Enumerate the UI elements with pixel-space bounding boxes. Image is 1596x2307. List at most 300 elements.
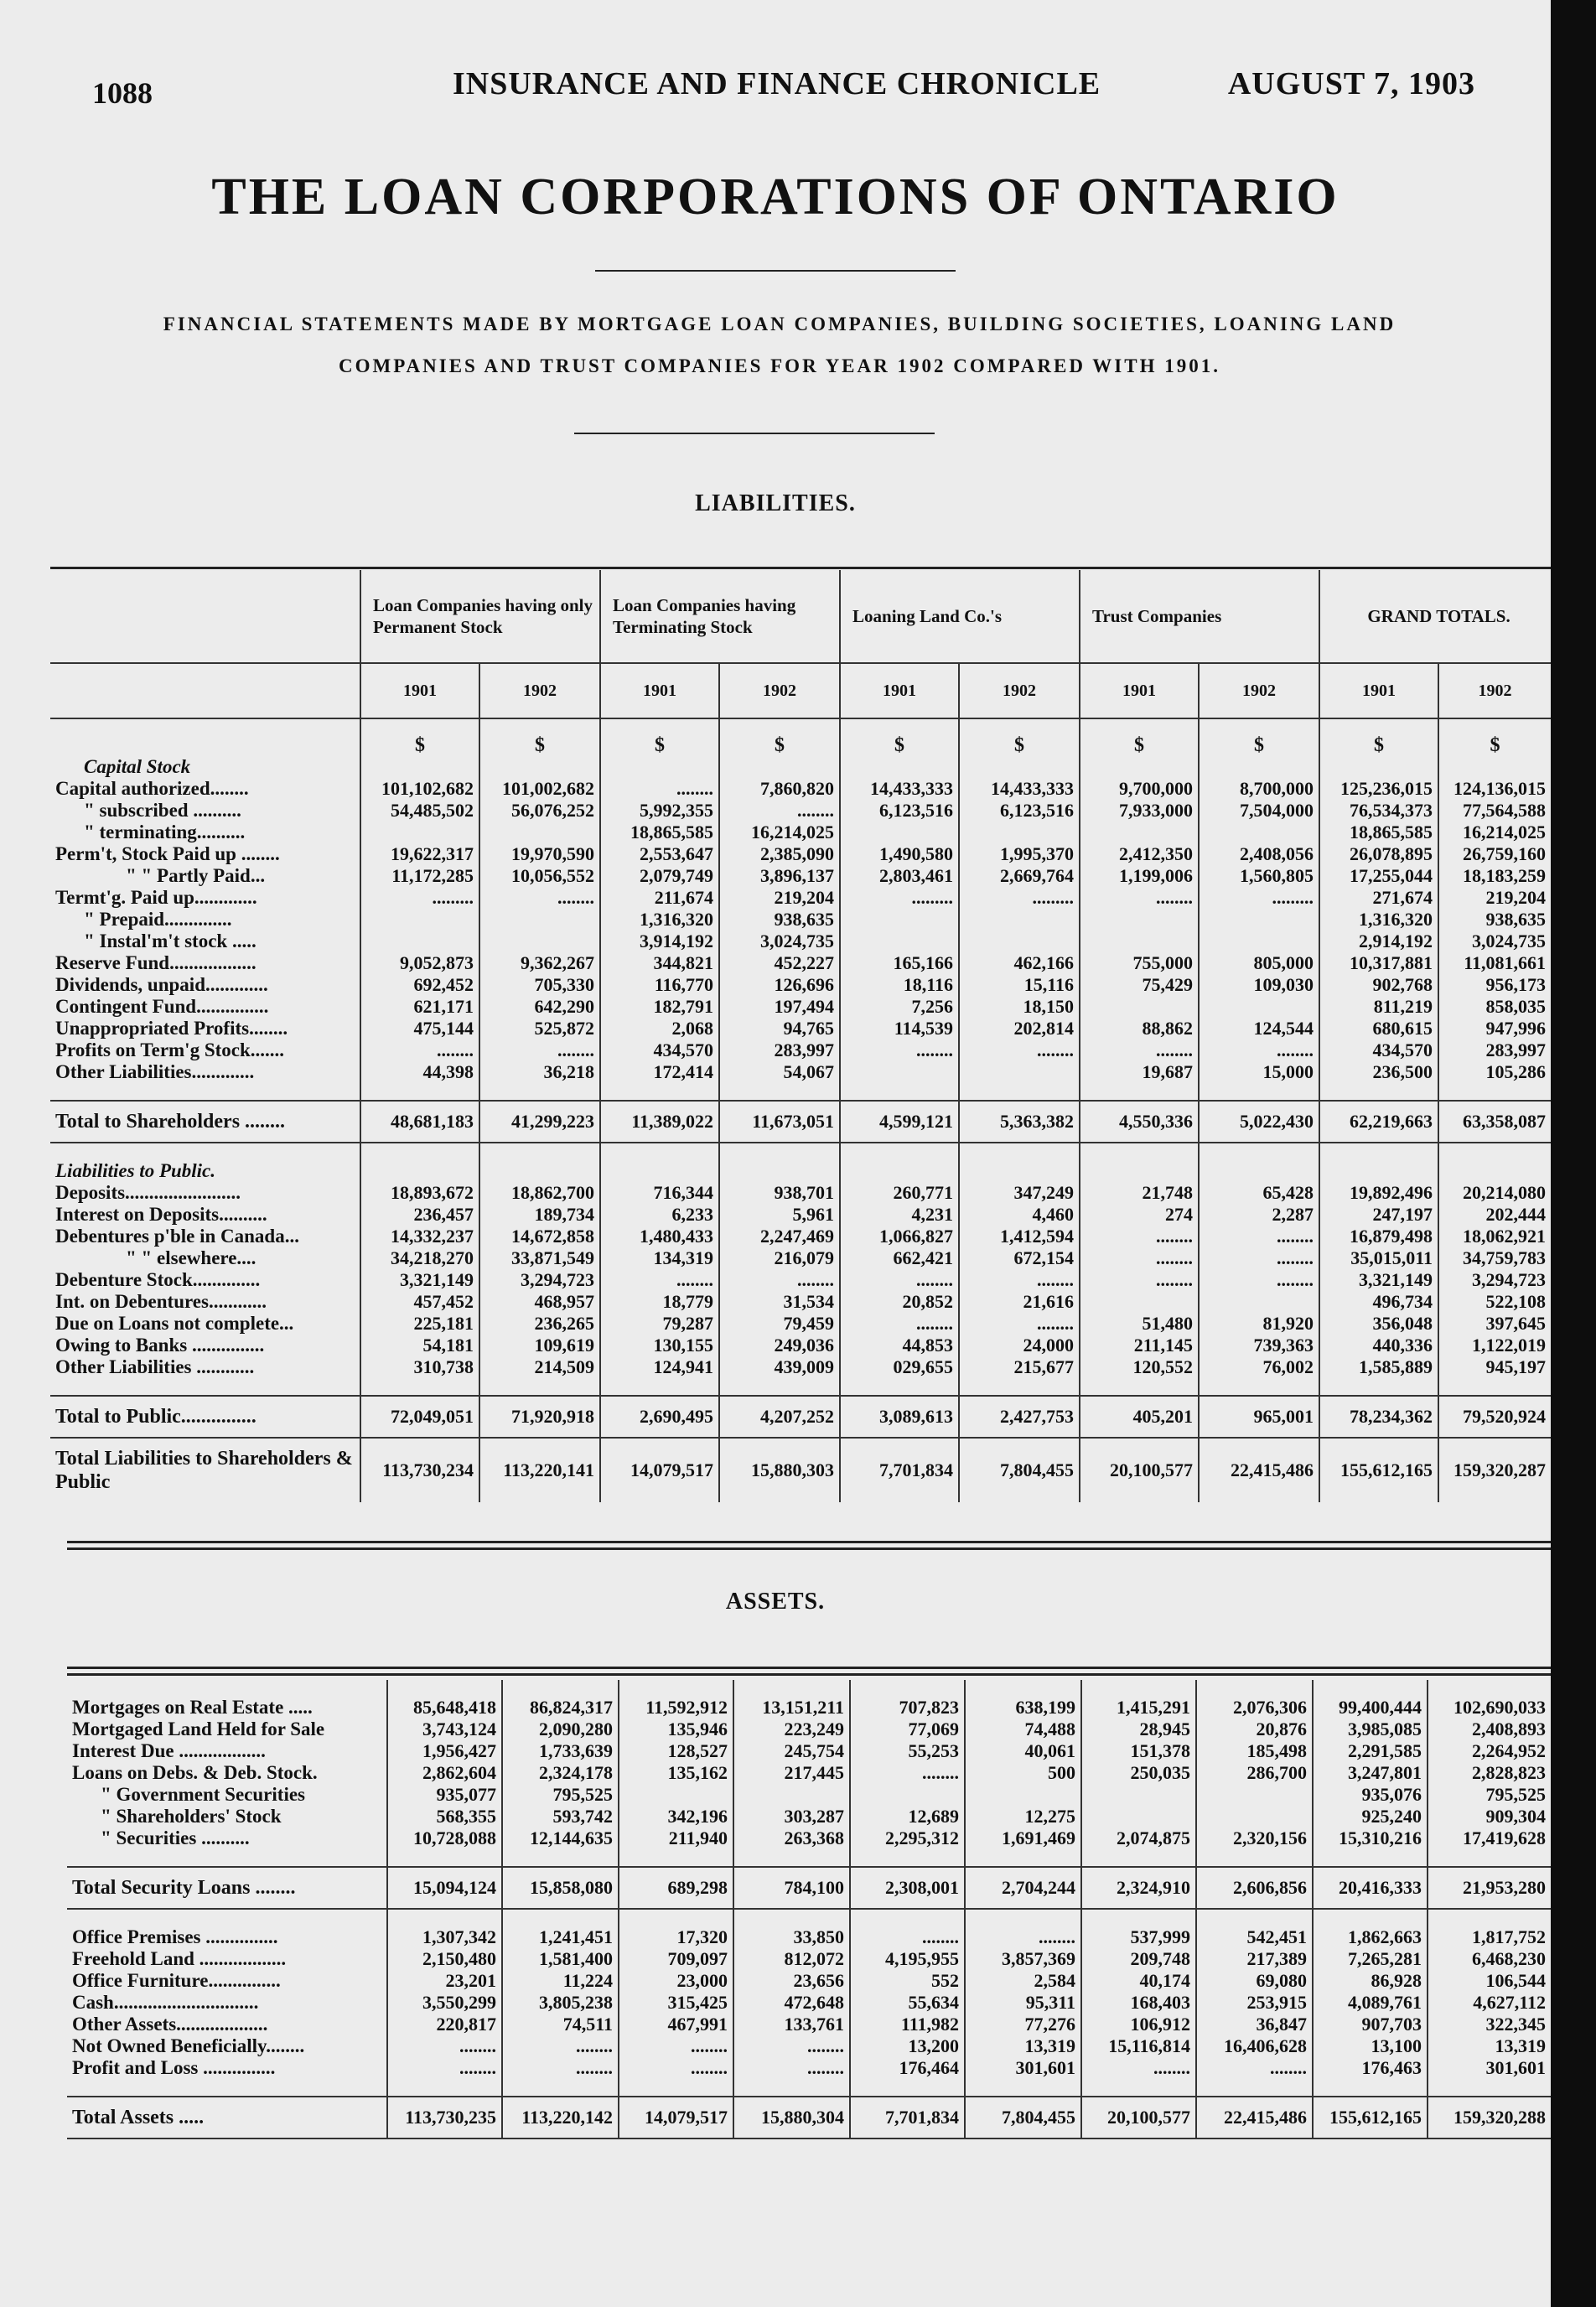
table-cell: 3,089,613 — [840, 1396, 959, 1438]
table-cell — [1080, 996, 1199, 1018]
table-cell — [360, 756, 479, 778]
table-cell: 105,286 — [1438, 1061, 1551, 1083]
table-cell: 5,363,382 — [959, 1101, 1080, 1143]
table-cell: ......... — [959, 887, 1080, 909]
table-cell: 33,850 — [733, 1926, 850, 1948]
row-label: Capital Stock — [84, 756, 191, 777]
dollar-sign: $ — [360, 718, 479, 756]
table-cell: 7,256 — [840, 996, 959, 1018]
table-row — [67, 1992, 1551, 2014]
table-cell — [360, 909, 479, 931]
grand-total-row — [50, 1438, 1551, 1502]
table-cell: 2,264,952 — [1428, 1740, 1551, 1762]
table-cell: 1,241,451 — [502, 1926, 619, 1948]
table-cell: 568,355 — [387, 1806, 502, 1827]
table-cell: 159,320,287 — [1438, 1438, 1551, 1502]
dollar-sign: $ — [600, 718, 719, 756]
table-cell: 938,635 — [1438, 909, 1551, 931]
table-cell: ......... — [1199, 887, 1319, 909]
table-cell — [959, 822, 1080, 843]
table-cell: 7,804,455 — [959, 1438, 1080, 1502]
spacer-row — [67, 2079, 1551, 2097]
table-cell: 165,166 — [840, 952, 959, 974]
empty-cell — [959, 1083, 1080, 1101]
table-cell: 805,000 — [1199, 952, 1319, 974]
table-cell — [1319, 1160, 1438, 1182]
table-cell: 310,738 — [360, 1356, 479, 1378]
table-cell: 286,700 — [1196, 1762, 1313, 1784]
table-cell: 709,097 — [619, 1948, 733, 1970]
table-row — [67, 2035, 1551, 2057]
table-cell: 945,197 — [1438, 1356, 1551, 1378]
table-cell: 705,330 — [479, 974, 600, 996]
table-row — [50, 865, 1551, 887]
table-cell: ........ — [959, 1039, 1080, 1061]
row-label: Total Security Loans ........ — [67, 1867, 387, 1909]
table-cell: 739,363 — [1199, 1335, 1319, 1356]
row-label: Total to Public............... — [50, 1396, 360, 1438]
table-cell: 15,116,814 — [1081, 2035, 1196, 2057]
table-cell: 2,074,875 — [1081, 1827, 1196, 1849]
table-cell: 55,634 — [850, 1992, 965, 2014]
table-cell: 15,880,303 — [719, 1438, 840, 1502]
table-cell: 72,049,051 — [360, 1396, 479, 1438]
divider — [595, 270, 956, 272]
table-row — [50, 1182, 1551, 1204]
table-cell: 029,655 — [840, 1356, 959, 1378]
table-cell: 109,030 — [1199, 974, 1319, 996]
table-cell: 938,701 — [719, 1182, 840, 1204]
table-row — [67, 2057, 1551, 2079]
empty-cell — [1199, 1143, 1319, 1160]
dollar-sign: $ — [479, 718, 600, 756]
table-cell: 2,803,461 — [840, 865, 959, 887]
table-cell: ........ — [1199, 1269, 1319, 1291]
table-cell: 95,311 — [965, 1992, 1081, 2014]
year-header: 1902 — [1438, 663, 1551, 718]
row-label: Mortgaged Land Held for Sale — [72, 1719, 325, 1739]
empty-cell — [50, 1378, 360, 1396]
table-cell: 14,433,333 — [959, 778, 1080, 800]
table-cell: 2,862,604 — [387, 1762, 502, 1784]
empty-cell — [360, 1378, 479, 1396]
empty-cell — [965, 2079, 1081, 2097]
row-label: Interest on Deposits.......... — [55, 1204, 267, 1225]
issue-date: AUGUST 7, 1903 — [1227, 66, 1475, 101]
empty-cell — [1080, 1143, 1199, 1160]
table-cell — [1080, 909, 1199, 931]
row-label: Reserve Fund.................. — [55, 952, 256, 973]
table-cell — [1080, 756, 1199, 778]
table-cell: ........ — [1199, 1226, 1319, 1247]
table-cell: 7,701,834 — [850, 2097, 965, 2139]
table-cell: 3,896,137 — [719, 865, 840, 887]
table-cell: 217,389 — [1196, 1948, 1313, 1970]
table-cell: 2,828,823 — [1428, 1762, 1551, 1784]
table-cell: 249,036 — [719, 1335, 840, 1356]
table-cell: 220,817 — [387, 2014, 502, 2035]
table-cell: 440,336 — [1319, 1335, 1438, 1356]
table-row — [50, 1335, 1551, 1356]
table-cell: 214,509 — [479, 1356, 600, 1378]
table-cell: 322,345 — [1428, 2014, 1551, 2035]
table-cell: 113,220,141 — [479, 1438, 600, 1502]
table-cell: 1,122,019 — [1438, 1335, 1551, 1356]
empty-cell — [1313, 1849, 1428, 1867]
table-cell: 525,872 — [479, 1018, 600, 1039]
table-cell: 1,585,889 — [1319, 1356, 1438, 1378]
table-cell: 11,592,912 — [619, 1697, 733, 1719]
table-cell: 62,219,663 — [1319, 1101, 1438, 1143]
table-cell: 1,995,370 — [959, 843, 1080, 865]
table-cell: 21,616 — [959, 1291, 1080, 1313]
table-cell: 236,265 — [479, 1313, 600, 1335]
row-label: Total to Shareholders ........ — [50, 1101, 360, 1143]
table-cell — [733, 1784, 850, 1806]
empty-cell — [619, 1680, 733, 1697]
empty-cell — [1081, 1680, 1196, 1697]
empty-cell — [479, 1083, 600, 1101]
table-cell: 925,240 — [1313, 1806, 1428, 1827]
table-cell: 13,151,211 — [733, 1697, 850, 1719]
table-cell: 7,804,455 — [965, 2097, 1081, 2139]
table-cell — [360, 822, 479, 843]
table-cell: ........ — [959, 1313, 1080, 1335]
empty-cell — [67, 1849, 387, 1867]
table-cell: 13,319 — [965, 2035, 1081, 2057]
table-cell: 642,290 — [479, 996, 600, 1018]
empty-cell — [502, 1680, 619, 1697]
table-cell: 19,892,496 — [1319, 1182, 1438, 1204]
table-cell: 33,871,549 — [479, 1247, 600, 1269]
table-cell: 3,914,192 — [600, 931, 719, 952]
table-cell: ........ — [387, 2057, 502, 2079]
table-cell: 2,553,647 — [600, 843, 719, 865]
table-cell: 2,408,056 — [1199, 843, 1319, 865]
table-cell: 1,066,827 — [840, 1226, 959, 1247]
total-row — [67, 1867, 1551, 1909]
empty-cell — [1313, 1680, 1428, 1697]
empty-cell — [840, 1083, 959, 1101]
table-cell: 15,094,124 — [387, 1867, 502, 1909]
table-cell: 74,488 — [965, 1719, 1081, 1740]
table-cell: 6,123,516 — [840, 800, 959, 822]
table-row — [50, 822, 1551, 843]
table-cell: 11,389,022 — [600, 1101, 719, 1143]
table-cell: 638,199 — [965, 1697, 1081, 1719]
table-cell: 902,768 — [1319, 974, 1438, 996]
row-label: Liabilities to Public. — [55, 1160, 216, 1181]
table-cell: 16,214,025 — [719, 822, 840, 843]
table-cell: 76,002 — [1199, 1356, 1319, 1378]
empty-cell — [1081, 1849, 1196, 1867]
spacer-row — [50, 1083, 1551, 1101]
subtitle-line-1: FINANCIAL STATEMENTS MADE BY MORTGAGE LOAN COMPANIES, BUILDING SOCIETIES, LOANING LAND — [163, 314, 1396, 334]
table-cell: 811,219 — [1319, 996, 1438, 1018]
table-cell — [619, 1784, 733, 1806]
empty-cell — [733, 2079, 850, 2097]
table-cell: 113,220,142 — [502, 2097, 619, 2139]
table-cell: 15,000 — [1199, 1061, 1319, 1083]
table-cell: 907,703 — [1313, 2014, 1428, 2035]
table-cell: 7,504,000 — [1199, 800, 1319, 822]
row-label: Due on Loans not complete... — [55, 1313, 294, 1334]
spacer-row — [67, 1909, 1551, 1926]
table-cell: 172,414 — [600, 1061, 719, 1083]
table-cell — [1196, 1806, 1313, 1827]
table-cell: 2,287 — [1199, 1204, 1319, 1226]
subtitle-line-2: COMPANIES AND TRUST COMPANIES FOR YEAR 1902 COMPARED WITH 1901. — [339, 355, 1220, 376]
table-cell: ......... — [840, 887, 959, 909]
table-cell: 468,957 — [479, 1291, 600, 1313]
table-cell: 17,419,628 — [1428, 1827, 1551, 1849]
table-cell: 692,452 — [360, 974, 479, 996]
table-cell: 36,218 — [479, 1061, 600, 1083]
table-cell — [850, 1784, 965, 1806]
empty-cell — [387, 1909, 502, 1926]
table-cell: 15,858,080 — [502, 1867, 619, 1909]
section-rule — [67, 1673, 1551, 1676]
group-header: GRAND TOTALS. — [1319, 570, 1551, 663]
empty-cell — [50, 718, 360, 756]
table-cell: 672,154 — [959, 1247, 1080, 1269]
table-cell — [1199, 909, 1319, 931]
row-label: Total Assets ..... — [67, 2097, 387, 2139]
table-cell: 44,398 — [360, 1061, 479, 1083]
total-row — [50, 1101, 1551, 1143]
table-cell: 2,068 — [600, 1018, 719, 1039]
dollar-sign: $ — [840, 718, 959, 756]
table-cell: 6,468,230 — [1428, 1948, 1551, 1970]
empty-cell — [387, 1849, 502, 1867]
table-cell: 88,862 — [1080, 1018, 1199, 1039]
table-row — [50, 1291, 1551, 1313]
table-cell: 2,408,893 — [1428, 1719, 1551, 1740]
dollar-sign: $ — [719, 718, 840, 756]
dollar-sign: $ — [959, 718, 1080, 756]
table-cell: ........ — [1080, 1247, 1199, 1269]
table-cell: 16,879,498 — [1319, 1226, 1438, 1247]
empty-cell — [1319, 1143, 1438, 1160]
table-cell: 79,287 — [600, 1313, 719, 1335]
table-cell: 3,743,124 — [387, 1719, 502, 1740]
table-cell: 3,024,735 — [1438, 931, 1551, 952]
row-label: Office Furniture............... — [72, 1970, 281, 1991]
table-row — [50, 1247, 1551, 1269]
table-cell: ........ — [965, 1926, 1081, 1948]
table-cell: 34,759,783 — [1438, 1247, 1551, 1269]
table-cell: 283,997 — [719, 1039, 840, 1061]
table-cell: 217,445 — [733, 1762, 850, 1784]
row-label: Cash.............................. — [72, 1992, 259, 2013]
empty-cell — [1196, 1849, 1313, 1867]
table-cell — [1080, 1291, 1199, 1313]
row-label: Perm't, Stock Paid up ........ — [55, 843, 280, 864]
empty-cell — [502, 2079, 619, 2097]
table-cell — [959, 1061, 1080, 1083]
empty-cell — [67, 2079, 387, 2097]
table-cell: 909,304 — [1428, 1806, 1551, 1827]
table-row — [67, 1827, 1551, 1849]
empty-cell — [1196, 1680, 1313, 1697]
row-label: Other Liabilities............. — [55, 1061, 255, 1082]
group-header: Loan Companies having only Permanent Stock — [360, 570, 600, 663]
table-cell: 689,298 — [619, 1867, 733, 1909]
table-row — [67, 2014, 1551, 2035]
table-cell — [1199, 931, 1319, 952]
table-cell: 76,534,373 — [1319, 800, 1438, 822]
table-cell — [840, 909, 959, 931]
spacer-row — [50, 1143, 1551, 1160]
table-cell: ........ — [850, 1762, 965, 1784]
liabilities-heading: LIABILITIES. — [695, 490, 856, 516]
table-cell: 15,116 — [959, 974, 1080, 996]
table-cell: 621,171 — [360, 996, 479, 1018]
table-row — [67, 1697, 1551, 1719]
table-cell: ........ — [360, 1039, 479, 1061]
empty-cell — [959, 1143, 1080, 1160]
table-cell — [965, 1784, 1081, 1806]
table-cell: 15,880,304 — [733, 2097, 850, 2139]
table-cell: 283,997 — [1438, 1039, 1551, 1061]
table-cell: ........ — [1080, 1039, 1199, 1061]
table-cell: 22,415,486 — [1199, 1438, 1319, 1502]
table-cell: 2,669,764 — [959, 865, 1080, 887]
row-label: Loans on Debs. & Deb. Stock. — [72, 1762, 318, 1783]
table-cell — [1199, 756, 1319, 778]
table-cell: 405,201 — [1080, 1396, 1199, 1438]
empty-cell — [387, 2079, 502, 2097]
table-cell: 5,992,355 — [600, 800, 719, 822]
empty-cell — [840, 1143, 959, 1160]
table-cell: 3,294,723 — [479, 1269, 600, 1291]
empty-cell — [850, 1849, 965, 1867]
table-cell: 20,852 — [840, 1291, 959, 1313]
table-cell: 1,862,663 — [1313, 1926, 1428, 1948]
table-cell: ........ — [502, 2057, 619, 2079]
table-cell: 14,079,517 — [619, 2097, 733, 2139]
table-cell: 301,601 — [965, 2057, 1081, 2079]
row-label: Dividends, unpaid............. — [55, 974, 268, 995]
table-cell: 3,247,801 — [1313, 1762, 1428, 1784]
table-cell: 1,199,006 — [1080, 865, 1199, 887]
table-cell: 965,001 — [1199, 1396, 1319, 1438]
table-cell: 3,024,735 — [719, 931, 840, 952]
table-cell: ........ — [1081, 2057, 1196, 2079]
row-label: Int. on Debentures............ — [55, 1291, 267, 1312]
table-cell — [840, 1061, 959, 1083]
table-cell: 51,480 — [1080, 1313, 1199, 1335]
empty-cell — [850, 1680, 965, 1697]
publication-title: INSURANCE AND FINANCE CHRONICLE — [453, 66, 1101, 101]
group-header: Loaning Land Co.'s — [840, 570, 1080, 663]
table-cell: 86,824,317 — [502, 1697, 619, 1719]
table-cell: 2,914,192 — [1319, 931, 1438, 952]
section-rule — [67, 1548, 1551, 1550]
table-cell: 2,412,350 — [1080, 843, 1199, 865]
table-cell: 2,308,001 — [850, 1867, 965, 1909]
section-rule — [67, 1541, 1551, 1543]
table-cell: 3,805,238 — [502, 1992, 619, 2014]
table-cell: 4,460 — [959, 1204, 1080, 1226]
table-cell: 135,946 — [619, 1719, 733, 1740]
table-row — [67, 1762, 1551, 1784]
table-cell: 7,860,820 — [719, 778, 840, 800]
table-cell: 9,362,267 — [479, 952, 600, 974]
empty-cell — [1319, 1378, 1438, 1396]
table-cell: 113,730,234 — [360, 1438, 479, 1502]
table-cell: 475,144 — [360, 1018, 479, 1039]
dollar-sign: $ — [1319, 718, 1438, 756]
table-cell: 250,035 — [1081, 1762, 1196, 1784]
empty-cell — [619, 1849, 733, 1867]
row-label: Debenture Stock.............. — [55, 1269, 261, 1290]
table-row — [67, 1740, 1551, 1762]
table-cell: 28,945 — [1081, 1719, 1196, 1740]
total-row — [67, 2097, 1551, 2139]
table-cell — [1199, 1160, 1319, 1182]
table-cell: 54,485,502 — [360, 800, 479, 822]
table-cell — [1081, 1784, 1196, 1806]
table-cell: 223,249 — [733, 1719, 850, 1740]
empty-cell — [965, 1909, 1081, 1926]
table-cell: 176,464 — [850, 2057, 965, 2079]
table-cell: 462,166 — [959, 952, 1080, 974]
table-cell: 935,076 — [1313, 1784, 1428, 1806]
row-label: Mortgages on Real Estate ..... — [72, 1697, 313, 1718]
table-cell: 12,144,635 — [502, 1827, 619, 1849]
table-cell: 452,227 — [719, 952, 840, 974]
empty-cell — [1196, 1909, 1313, 1926]
table-cell: 3,857,369 — [965, 1948, 1081, 1970]
table-cell: 5,961 — [719, 1204, 840, 1226]
table-cell: 2,295,312 — [850, 1827, 965, 1849]
group-header-row — [50, 570, 1551, 663]
table-cell: 211,145 — [1080, 1335, 1199, 1356]
row-label: " " elsewhere.... — [126, 1247, 256, 1268]
row-label: Other Assets................... — [72, 2014, 268, 2035]
table-cell: 16,214,025 — [1438, 822, 1551, 843]
table-cell: 65,428 — [1199, 1182, 1319, 1204]
table-cell: 662,421 — [840, 1247, 959, 1269]
table-cell — [1438, 1160, 1551, 1182]
empty-cell — [1081, 1909, 1196, 1926]
table-cell — [719, 756, 840, 778]
table-cell — [840, 931, 959, 952]
table-cell — [840, 822, 959, 843]
table-cell: 219,204 — [719, 887, 840, 909]
table-cell: 956,173 — [1438, 974, 1551, 996]
table-row — [50, 1160, 1551, 1182]
table-row — [67, 1784, 1551, 1806]
table-cell: 155,612,165 — [1313, 2097, 1428, 2139]
table-cell: 11,081,661 — [1438, 952, 1551, 974]
table-cell: 111,982 — [850, 2014, 965, 2035]
table-cell: 40,174 — [1081, 1970, 1196, 1992]
table-row — [50, 1313, 1551, 1335]
table-row — [50, 756, 1551, 778]
empty-cell — [1428, 2079, 1551, 2097]
table-cell: 34,218,270 — [360, 1247, 479, 1269]
empty-cell — [619, 1909, 733, 1926]
section-rule — [67, 1667, 1551, 1669]
table-cell: 3,550,299 — [387, 1992, 502, 2014]
row-label: " subscribed .......... — [84, 800, 241, 821]
table-cell — [479, 756, 600, 778]
table-cell: 125,236,015 — [1319, 778, 1438, 800]
table-cell: 716,344 — [600, 1182, 719, 1204]
table-row — [50, 1018, 1551, 1039]
